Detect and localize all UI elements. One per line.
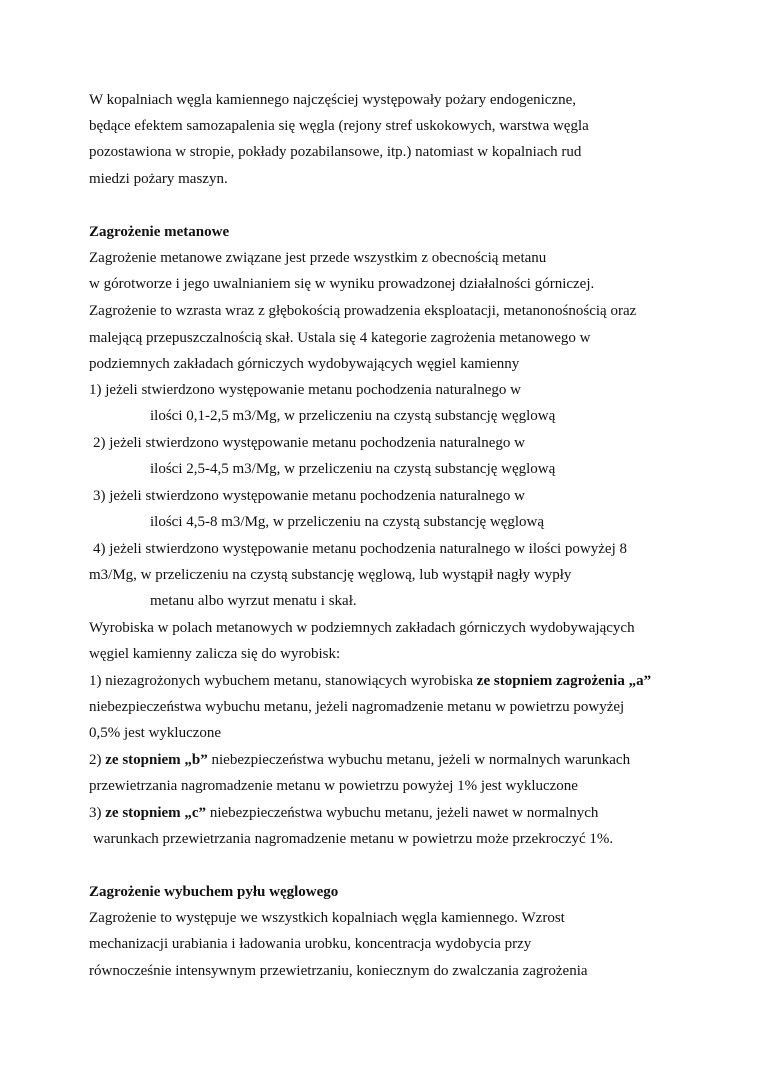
category-1-line: 1) jeżeli stwierdzono występowanie metanu pochodzenia naturalnego w xyxy=(89,382,521,398)
methane-intro-line: Zagrożenie to wzrasta wraz z głębokością prowadzenia eksploatacji, metanonośnością oraz xyxy=(89,303,637,319)
degree-c-suffix: niebezpieczeństwa wybuchu metanu, jeżeli nawet w normalnych xyxy=(206,805,599,821)
category-2-line: 2) jeżeli stwierdzono występowanie metanu pochodzenia naturalnego w xyxy=(93,435,525,451)
dust-line: Zagrożenie to występuje we wszystkich kopalniach węgla kamiennego. Wzrost xyxy=(89,910,565,926)
degree-c-bold: ze stopniem „c” xyxy=(105,805,207,821)
category-2-detail: ilości 2,5-4,5 m3/Mg, w przeliczeniu na czystą substancję węglową xyxy=(150,461,556,477)
degree-b-bold: ze stopniem „b” xyxy=(105,752,208,768)
degree-a-bold: ze stopniem zagrożenia „a” xyxy=(476,673,652,689)
degree-c-line-2: warunkach przewietrzania nagromadzenie metanu w powietrzu może przekroczyć 1%. xyxy=(93,831,614,847)
methane-intro-line: malejącą przepuszczalnością skał. Ustala się 4 kategorie zagrożenia metanowego w xyxy=(89,330,591,346)
section-heading-methane: Zagrożenie metanowe xyxy=(89,224,230,240)
degree-a-prefix: 1) niezagrożonych wybuchem metanu, stanowiących wyrobiska xyxy=(89,673,477,689)
category-4-line: 4) jeżeli stwierdzono występowanie metanu pochodzenia naturalnego w ilości powyżej 8 xyxy=(93,541,627,557)
degree-b-line-2: przewietrzania nagromadzenie metanu w powietrzu powyżej 1% jest wykluczone xyxy=(89,778,578,794)
category-3-detail: ilości 4,5-8 m3/Mg, w przeliczeniu na czystą substancję węglową xyxy=(150,514,545,530)
degree-b-suffix: niebezpieczeństwa wybuchu metanu, jeżeli w normalnych warunkach xyxy=(207,752,631,768)
degree-a-line-3: 0,5% jest wykluczone xyxy=(89,725,222,741)
intro-line: miedzi pożary maszyn. xyxy=(89,171,228,187)
dust-line: równocześnie intensywnym przewietrzaniu, koniecznym do zwalczania zagrożenia xyxy=(89,963,588,979)
methane-intro-line: Zagrożenie metanowe związane jest przede wszystkim z obecnością metanu xyxy=(89,250,547,266)
intro-line: W kopalniach węgla kamiennego najczęściej występowały pożary endogeniczne, xyxy=(89,92,577,108)
category-1-detail: ilości 0,1-2,5 m3/Mg, w przeliczeniu na czystą substancję węglową xyxy=(150,408,556,424)
methane-intro-line: w górotworze i jego uwalnianiem się w wyniku prowadzonej działalności górniczej. xyxy=(89,276,595,292)
degree-b-line xyxy=(89,751,630,769)
section-heading-dust: Zagrożenie wybuchem pyłu węglowego xyxy=(89,884,339,900)
category-4-detail: metanu albo wyrzut menatu i skał. xyxy=(150,593,357,609)
degree-a-line xyxy=(89,672,651,690)
category-4-line-2: m3/Mg, w przeliczeniu na czystą substancję węglową, lub wystąpił nagły wypły xyxy=(89,567,572,583)
degree-c-line xyxy=(89,804,598,822)
intro-line: będące efektem samozapalenia się węgla (rejony stref uskokowych, warstwa węgla xyxy=(89,118,589,134)
workings-line: Wyrobiska w polach metanowych w podziemnych zakładach górniczych wydobywających xyxy=(89,620,635,636)
degree-b-prefix: 2) xyxy=(89,752,106,768)
dust-line: mechanizacji urabiania i ładowania urobku, koncentracja wydobycia przy xyxy=(89,936,532,952)
degree-a-line-2: niebezpieczeństwa wybuchu metanu, jeżeli nagromadzenie metanu w powietrzu powyżej xyxy=(89,699,625,715)
intro-line: pozostawiona w stropie, pokłady pozabilansowe, itp.) natomiast w kopalniach rud xyxy=(89,144,582,160)
methane-intro-line: podziemnych zakładach górniczych wydobywających węgiel kamienny xyxy=(89,356,520,372)
degree-c-prefix: 3) xyxy=(89,805,106,821)
workings-line: węgiel kamienny zalicza się do wyrobisk: xyxy=(89,646,341,662)
category-3-line: 3) jeżeli stwierdzono występowanie metanu pochodzenia naturalnego w xyxy=(93,488,525,504)
